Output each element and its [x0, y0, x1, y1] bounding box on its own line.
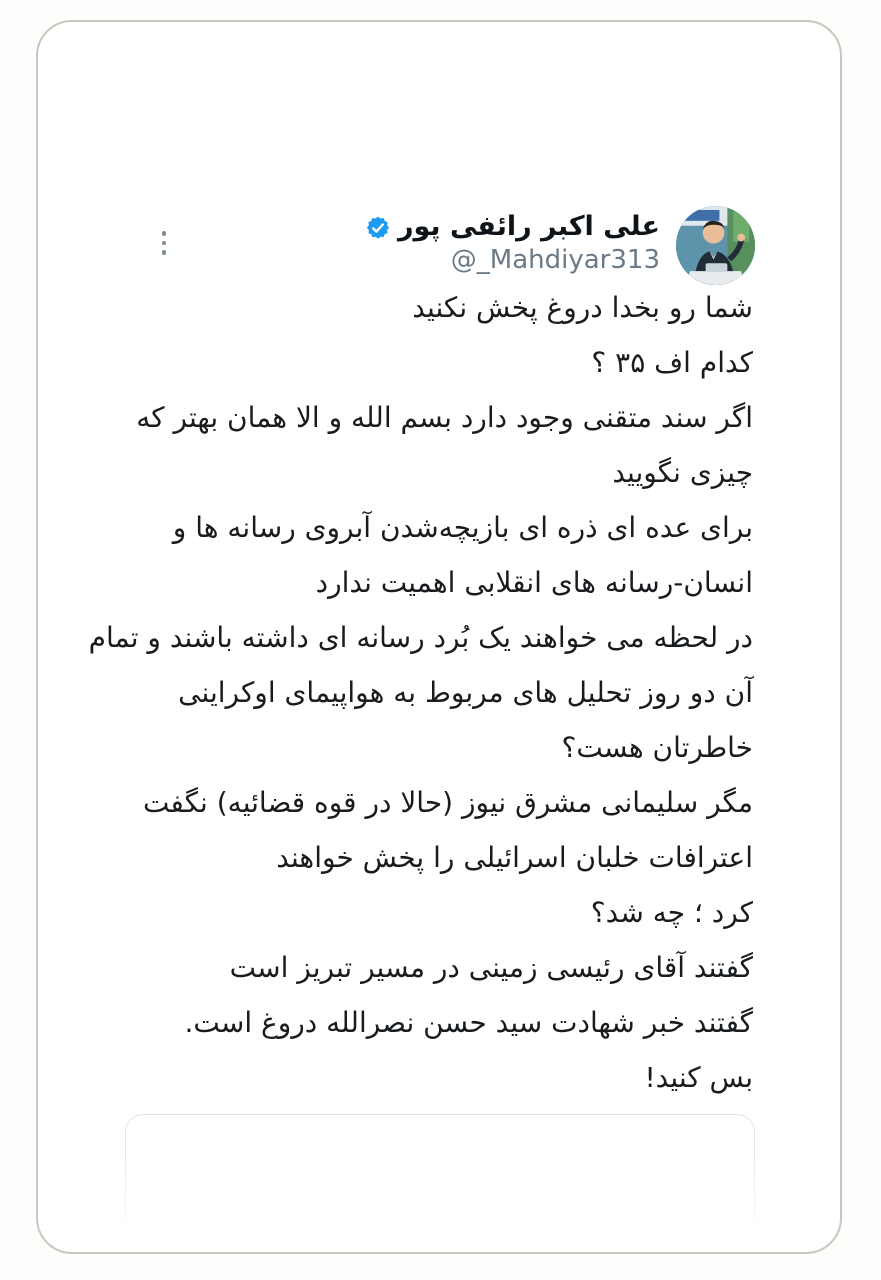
tweet-text-line: در لحظه می خواهند یک بُرد رسانه ای داشته باشند و تمام	[88, 621, 753, 654]
tweet-card	[36, 20, 842, 1254]
author-name-row	[365, 210, 660, 243]
tweet-text	[88, 280, 753, 1105]
tweet-text-line: برای عده ای ذره ای بازیچه‌شدن آبروی رسانه ها و	[172, 511, 753, 544]
avatar[interactable]	[676, 206, 755, 285]
author-handle[interactable]: @_Mahdiyar313	[450, 245, 660, 275]
tweet-text-line: انسان-رسانه های انقلابی اهمیت ندارد	[315, 566, 753, 599]
tweet-text-line: کرد ؛ چه شد؟	[590, 896, 753, 929]
author-identity	[365, 206, 660, 277]
tweet-header	[365, 206, 755, 285]
tweet-text-line: اعترافات خلبان اسرائیلی را پخش خواهند	[276, 841, 753, 874]
tweet-text-line: خاطرتان هست؟	[561, 731, 753, 764]
tweet-text-line: گفتند خبر شهادت سید حسن نصرالله دروغ است.	[184, 1006, 753, 1039]
author-name[interactable]: علی اکبر رائفی پور	[397, 211, 660, 242]
tweet-text-line: چیزی نگویید	[612, 456, 753, 489]
tweet-text-line: اگر سند متقنی وجود دارد بسم الله و الا همان بهتر که	[136, 401, 753, 434]
tweet-text-line: بس کنید!	[644, 1061, 753, 1094]
quoted-tweet-card[interactable]	[125, 1114, 755, 1254]
tweet-text-line: مگر سلیمانی مشرق نیوز (حالا در قوه قضائیه) نگفت	[142, 786, 753, 819]
tweet-text-line: کدام اف ۳۵ ؟	[591, 346, 753, 379]
tweet-text-line: شما رو بخدا دروغ پخش نکنید	[412, 291, 753, 324]
tweet-text-line: گفتند آقای رئیسی زمینی در مسیر تبریز است	[229, 951, 753, 984]
verified-badge-icon	[365, 215, 391, 241]
kebab-vertical-icon	[162, 231, 167, 255]
more-options-button[interactable]	[146, 214, 182, 272]
tweet-text-line: آن دو روز تحلیل های مربوط به هواپیمای اوکراینی	[178, 676, 753, 709]
